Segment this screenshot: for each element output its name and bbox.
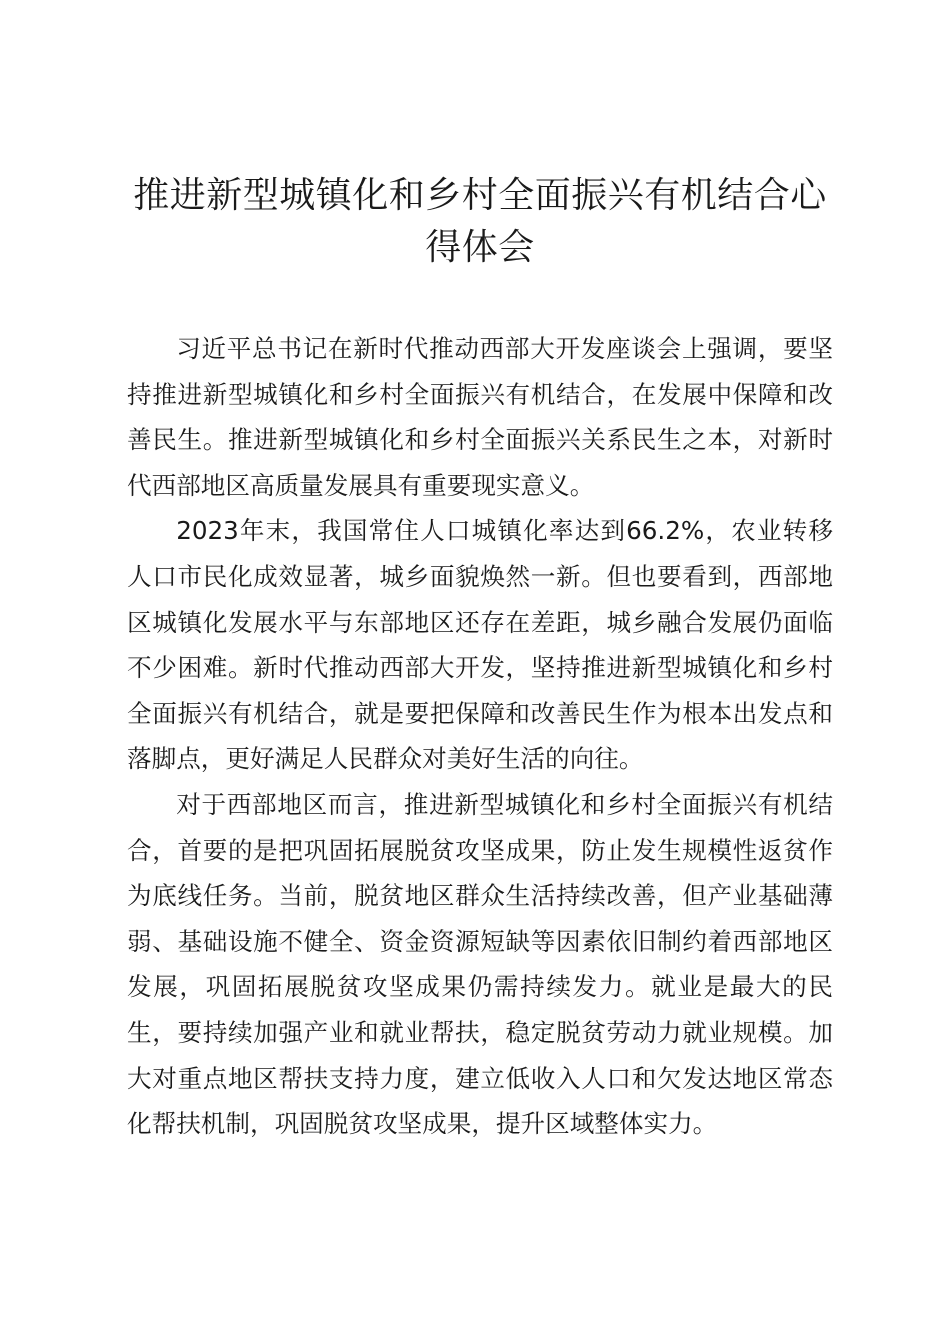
paragraph-3: 对于西部地区而言，推进新型城镇化和乡村全面振兴有机结合，首要的是把巩固拓展脱贫攻坚成果，防止发生规模性返贫作为底线任务。当前，脱贫地区群众生活持续改善，但产业基础薄弱、基础设施不健全、资金资源短缺等因素依旧制约着西部地区发展，巩固拓展脱贫攻坚成果仍需持续发力。就业是最大的民生，要持续加强产业和就业帮扶，稳定脱贫劳动力就业规模。加大对重点地区帮扶支持力度，建立低收入人口和欠发达地区常态化帮扶机制，巩固脱贫攻坚成果，提升区域整体实力。 bbox=[127, 789, 833, 1139]
document-body bbox=[127, 326, 833, 1147]
document-title: 推进新型城镇化和乡村全面振兴有机结合心得体会 bbox=[133, 175, 827, 268]
paragraph-2: 2023年末，我国常住人口城镇化率达到66.2%，农业转移人口市民化成效显著，城乡面貌焕然一新。但也要看到，西部地区城镇化发展水平与东部地区还存在差距，城乡融合发展仍面临不少困难。新时代推动西部大开发，坚持推进新型城镇化和乡村全面振兴有机结合，就是要把保障和改善民生作为根本出发点和落脚点，更好满足人民群众对美好生活的向往。 bbox=[127, 516, 833, 774]
paragraph-1: 习近平总书记在新时代推动西部大开发座谈会上强调，要坚持推进新型城镇化和乡村全面振兴有机结合，在发展中保障和改善民生。推进新型城镇化和乡村全面振兴关系民生之本，对新时代西部地区高质量发展具有重要现实意义。 bbox=[127, 334, 833, 500]
